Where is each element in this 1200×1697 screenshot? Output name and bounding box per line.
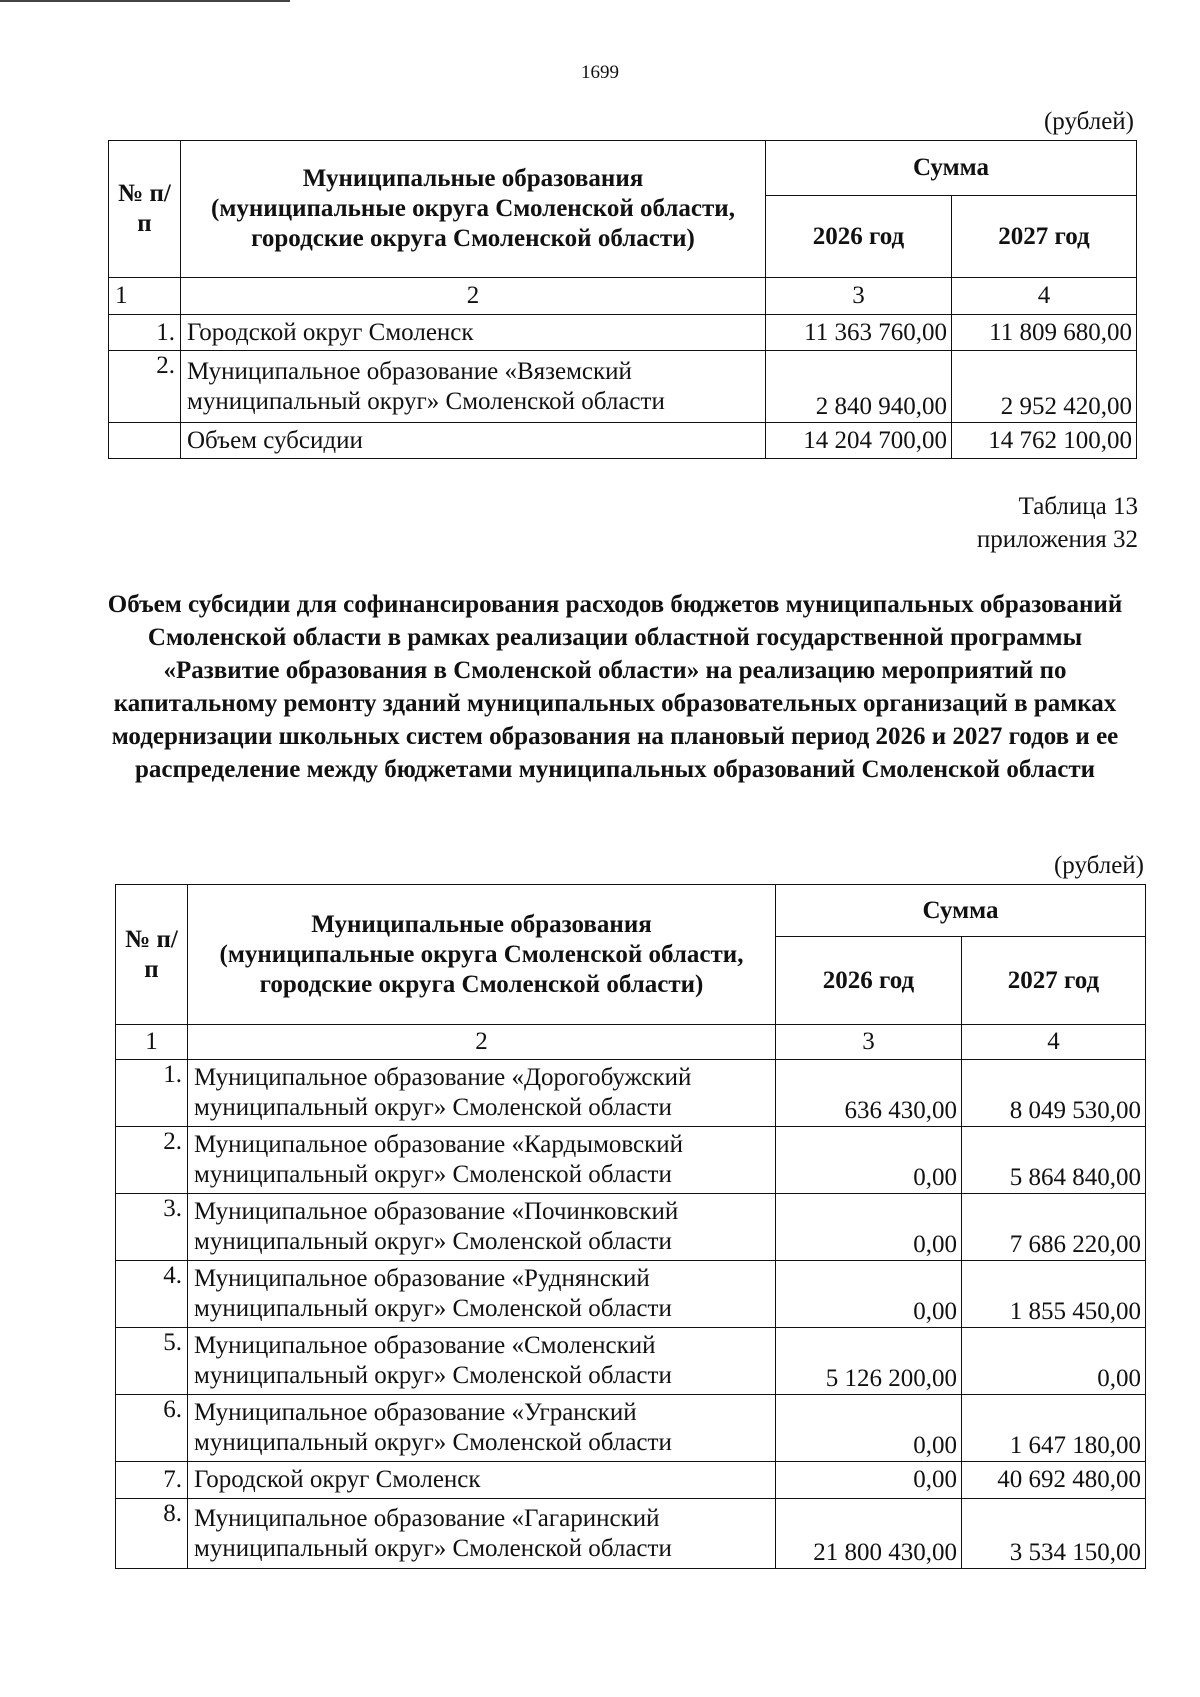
row-2026: 5 126 200,00 xyxy=(776,1328,962,1395)
table-caption xyxy=(977,490,1138,556)
row-2027: 1 647 180,00 xyxy=(962,1395,1146,1462)
total-no xyxy=(109,423,181,459)
row-2026: 0,00 xyxy=(776,1395,962,1462)
row-2027: 8 049 530,00 xyxy=(962,1060,1146,1127)
row-no: 2. xyxy=(116,1127,188,1194)
row-2026: 0,00 xyxy=(776,1261,962,1328)
total-2027: 14 762 100,00 xyxy=(952,423,1137,459)
row-2027: 11 809 680,00 xyxy=(952,315,1137,351)
colnum-4: 4 xyxy=(962,1025,1146,1060)
row-name: Муниципальное образование «Вяземский муниципальный округ» Смоленской области xyxy=(181,351,766,423)
table-row xyxy=(109,351,1137,423)
row-name: Городской округ Смоленск xyxy=(188,1462,776,1499)
caption-line2: приложения 32 xyxy=(976,526,1138,553)
header-no: № п/п xyxy=(116,885,188,1025)
row-2026: 0,00 xyxy=(776,1127,962,1194)
table2 xyxy=(115,884,1146,1569)
row-name: Городской округ Смоленск xyxy=(181,315,766,351)
row-name: Муниципальное образование «Дорогобужский муниципальный округ» Смоленской области xyxy=(188,1060,776,1127)
table1 xyxy=(108,140,1137,459)
table-row xyxy=(116,1060,1146,1127)
table-row xyxy=(109,315,1137,351)
colnum-1: 1 xyxy=(109,278,181,315)
colnum-2: 2 xyxy=(181,278,766,315)
table2-unit: (рублей) xyxy=(1053,852,1144,879)
total-row xyxy=(109,423,1137,459)
table1-unit: (рублей) xyxy=(1043,108,1134,135)
header-no: № п/п xyxy=(109,141,181,278)
colnum-2: 2 xyxy=(188,1025,776,1060)
colnum-1: 1 xyxy=(116,1025,188,1060)
row-name: Муниципальное образование «Починковский муниципальный округ» Смоленской области xyxy=(188,1194,776,1261)
row-2026: 636 430,00 xyxy=(776,1060,962,1127)
row-2027: 7 686 220,00 xyxy=(962,1194,1146,1261)
row-no: 3. xyxy=(116,1194,188,1261)
total-2026: 14 204 700,00 xyxy=(766,423,952,459)
row-2026: 11 363 760,00 xyxy=(766,315,952,351)
row-name: Муниципальное образование «Гагаринский муниципальный округ» Смоленской области xyxy=(188,1499,776,1569)
header-2026: 2026 год xyxy=(766,196,952,278)
document-title: Объем субсидии для софинансирования расходов бюджетов муниципальных образований Смоленской области в рамках реализации областной государственной программы «Развитие образования в Смоленской области» на реализацию мероприятий по капитальному ремонту зданий муниципальных образовательных организаций в рамках модернизации школьных систем образования на плановый период 2026 и 2027 годов и ее распределение между бюджетами муниципальных образований Смоленской области xyxy=(107,591,1123,783)
header-2026: 2026 год xyxy=(776,937,962,1025)
table-row xyxy=(116,1261,1146,1328)
row-no: 6. xyxy=(116,1395,188,1462)
table-row xyxy=(116,1499,1146,1569)
caption-line1: Таблица 13 xyxy=(1018,493,1138,520)
table-row xyxy=(116,1395,1146,1462)
header-sum: Сумма xyxy=(776,885,1146,937)
table-row xyxy=(116,1127,1146,1194)
table-row xyxy=(116,1462,1146,1499)
table-row xyxy=(116,1328,1146,1395)
colnum-3: 3 xyxy=(776,1025,962,1060)
header-2027: 2027 год xyxy=(962,937,1146,1025)
top-rule xyxy=(0,0,290,2)
table-row xyxy=(116,1194,1146,1261)
row-name: Муниципальное образование «Смоленский муниципальный округ» Смоленской области xyxy=(188,1328,776,1395)
row-no: 1. xyxy=(109,315,181,351)
total-label: Объем субсидии xyxy=(181,423,766,459)
row-no: 2. xyxy=(109,351,181,423)
header-2027: 2027 год xyxy=(952,196,1137,278)
row-no: 8. xyxy=(116,1499,188,1569)
row-2027: 2 952 420,00 xyxy=(952,351,1137,423)
row-2027: 1 855 450,00 xyxy=(962,1261,1146,1328)
row-no: 7. xyxy=(116,1462,188,1499)
row-2027: 3 534 150,00 xyxy=(962,1499,1146,1569)
colnum-3: 3 xyxy=(766,278,952,315)
row-2026: 2 840 940,00 xyxy=(766,351,952,423)
row-name: Муниципальное образование «Кардымовский муниципальный округ» Смоленской области xyxy=(188,1127,776,1194)
row-2027: 40 692 480,00 xyxy=(962,1462,1146,1499)
header-sum: Сумма xyxy=(766,141,1137,196)
row-no: 4. xyxy=(116,1261,188,1328)
header-name: Муниципальные образования (муниципальные округа Смоленской области, городские округа Смоленской области) xyxy=(188,885,776,1025)
page-number: 1699 xyxy=(581,62,619,83)
row-2026: 0,00 xyxy=(776,1194,962,1261)
row-2027: 5 864 840,00 xyxy=(962,1127,1146,1194)
row-name: Муниципальное образование «Угранский муниципальный округ» Смоленской области xyxy=(188,1395,776,1462)
row-2027: 0,00 xyxy=(962,1328,1146,1395)
row-2026: 0,00 xyxy=(776,1462,962,1499)
row-name: Муниципальное образование «Руднянский муниципальный округ» Смоленской области xyxy=(188,1261,776,1328)
row-2026: 21 800 430,00 xyxy=(776,1499,962,1569)
row-no: 1. xyxy=(116,1060,188,1127)
header-name: Муниципальные образования (муниципальные округа Смоленской области, городские округа Смоленской области) xyxy=(181,141,766,278)
row-no: 5. xyxy=(116,1328,188,1395)
colnum-4: 4 xyxy=(952,278,1137,315)
